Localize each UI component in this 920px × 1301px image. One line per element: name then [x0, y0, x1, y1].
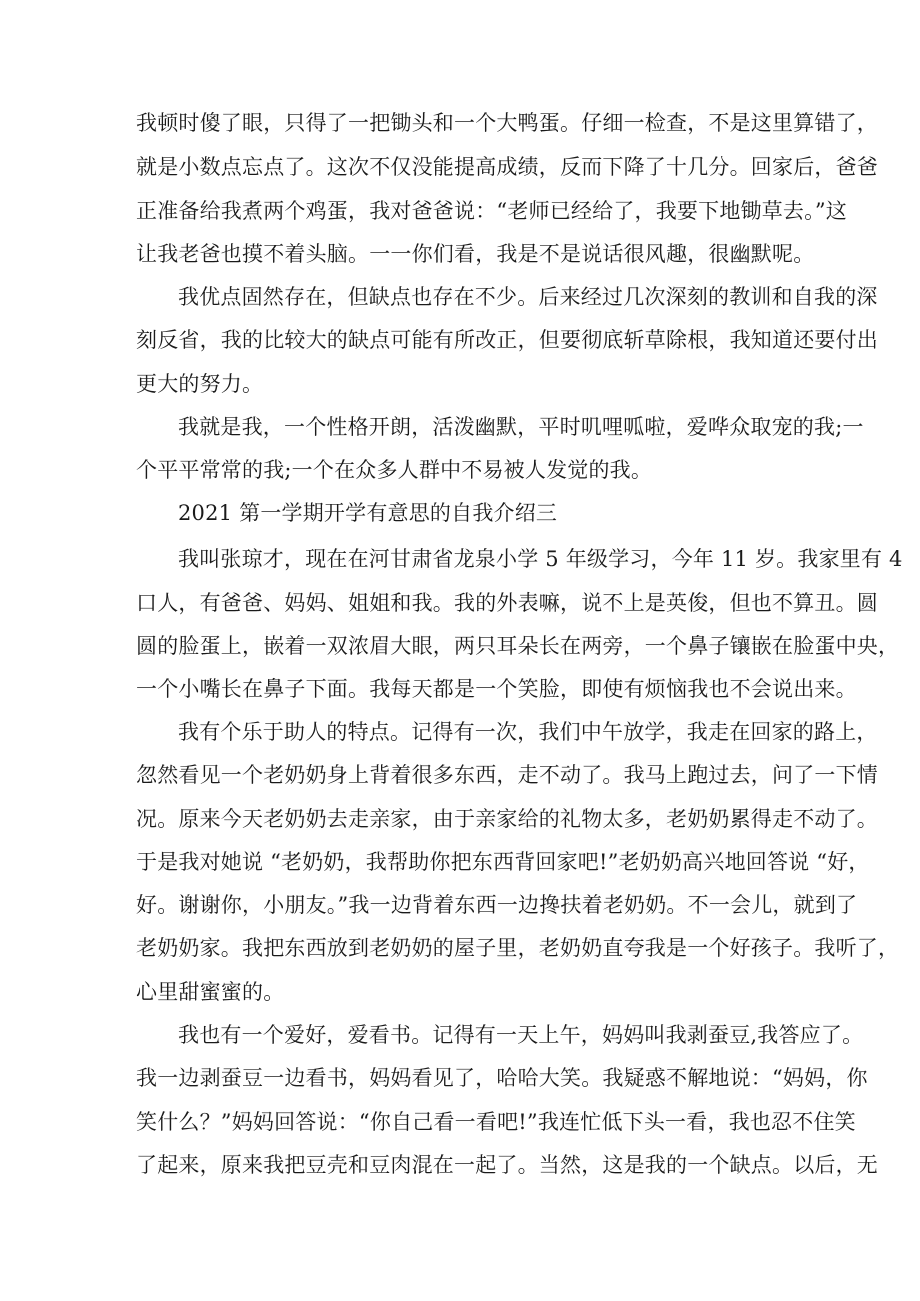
text-line: 心里甜蜜蜜的。: [136, 980, 285, 1004]
text-line: 一个小嘴长在鼻子下面。我每天都是一个笑脸，即使有烦恼我也不会说出来。: [136, 677, 857, 701]
text-line: 让我老爸也摸不着头脑。一一你们看，我是不是说话很风趣，很幽默呢。: [136, 242, 815, 266]
text-line: 好。谢谢你，小朋友。”我一边背着东西一边搀扶着老奶奶。不一会儿，就到了: [136, 893, 858, 917]
text-line: 了起来，原来我把豆壳和豆肉混在一起了。当然，这是我的一个缺点。以后，无: [136, 1153, 878, 1177]
text-line: 于是我对她说 “老奶奶，我帮助你把东西背回家吧!”老奶奶高兴地回答说 “好，: [136, 850, 870, 874]
text-line: 口人，有爸爸、妈妈、姐姐和我。我的外表嘛，说不上是英俊，但也不算丑。圆: [136, 591, 878, 615]
text-line: 况。原来今天老奶奶去走亲家，由于亲家给的礼物太多，老奶奶累得走不动了。: [136, 807, 878, 831]
text-line: 老奶奶家。我把东西放到老奶奶的屋子里，老奶奶直夸我是一个好孩子。我听了，: [136, 936, 900, 960]
text-line: 我顿时傻了眼，只得了一把锄头和一个大鸭蛋。仔细一检查，不是这里算错了，: [136, 111, 878, 135]
section-heading: 2021 第一学期开学有意思的自我介绍三: [178, 501, 558, 525]
text-line: 忽然看见一个老奶奶身上背着很多东西，走不动了。我马上跑过去，问了一下情: [136, 763, 878, 787]
paragraph-first-line: 我就是我，一个性格开朗，活泼幽默，平时叽哩呱啦，爱哗众取宠的我;一: [178, 415, 864, 439]
paragraph-first-line: 我有个乐于助人的特点。记得有一次，我们中午放学，我走在回家的路上，: [178, 720, 878, 744]
text-line: 正准备给我煮两个鸡蛋，我对爸爸说：“老师已经给了，我要下地锄草去。”这: [136, 199, 847, 223]
text-line: 圆的脸蛋上，嵌着一双浓眉大眼，两只耳朵长在两旁，一个鼻子镶嵌在脸蛋中央，: [136, 634, 900, 658]
paragraph-first-line: 我也有一个爱好，爱看书。记得有一天上午，妈妈叫我剥蚕豆,我答应了。: [178, 1023, 864, 1047]
paragraph-first-line: 我优点固然存在，但缺点也存在不少。后来经过几次深刻的教训和自我的深: [178, 285, 878, 309]
text-line: 更大的努力。: [136, 372, 264, 396]
text-line: 个平平常常的我;一个在众多人群中不易被人发觉的我。: [136, 458, 653, 482]
text-line: 刻反省，我的比较大的缺点可能有所改正，但要彻底斩草除根，我知道还要付出: [136, 328, 878, 352]
text-line: 我一边剥蚕豆一边看书，妈妈看见了，哈哈大笑。我疑惑不解地说：“妈妈，你: [136, 1066, 868, 1090]
paragraph-first-line: 我叫张琼才，现在在河甘肃省龙泉小学 5 年级学习，今年 11 岁。我家里有 4: [178, 547, 903, 571]
text-line: 就是小数点忘点了。这次不仅没能提高成绩，反而下降了十几分。回家后，爸爸: [136, 155, 878, 179]
text-line: 笑什么？”妈妈回答说：“你自己看一看吧!”我连忙低下头一看，我也忍不住笑: [136, 1110, 856, 1134]
